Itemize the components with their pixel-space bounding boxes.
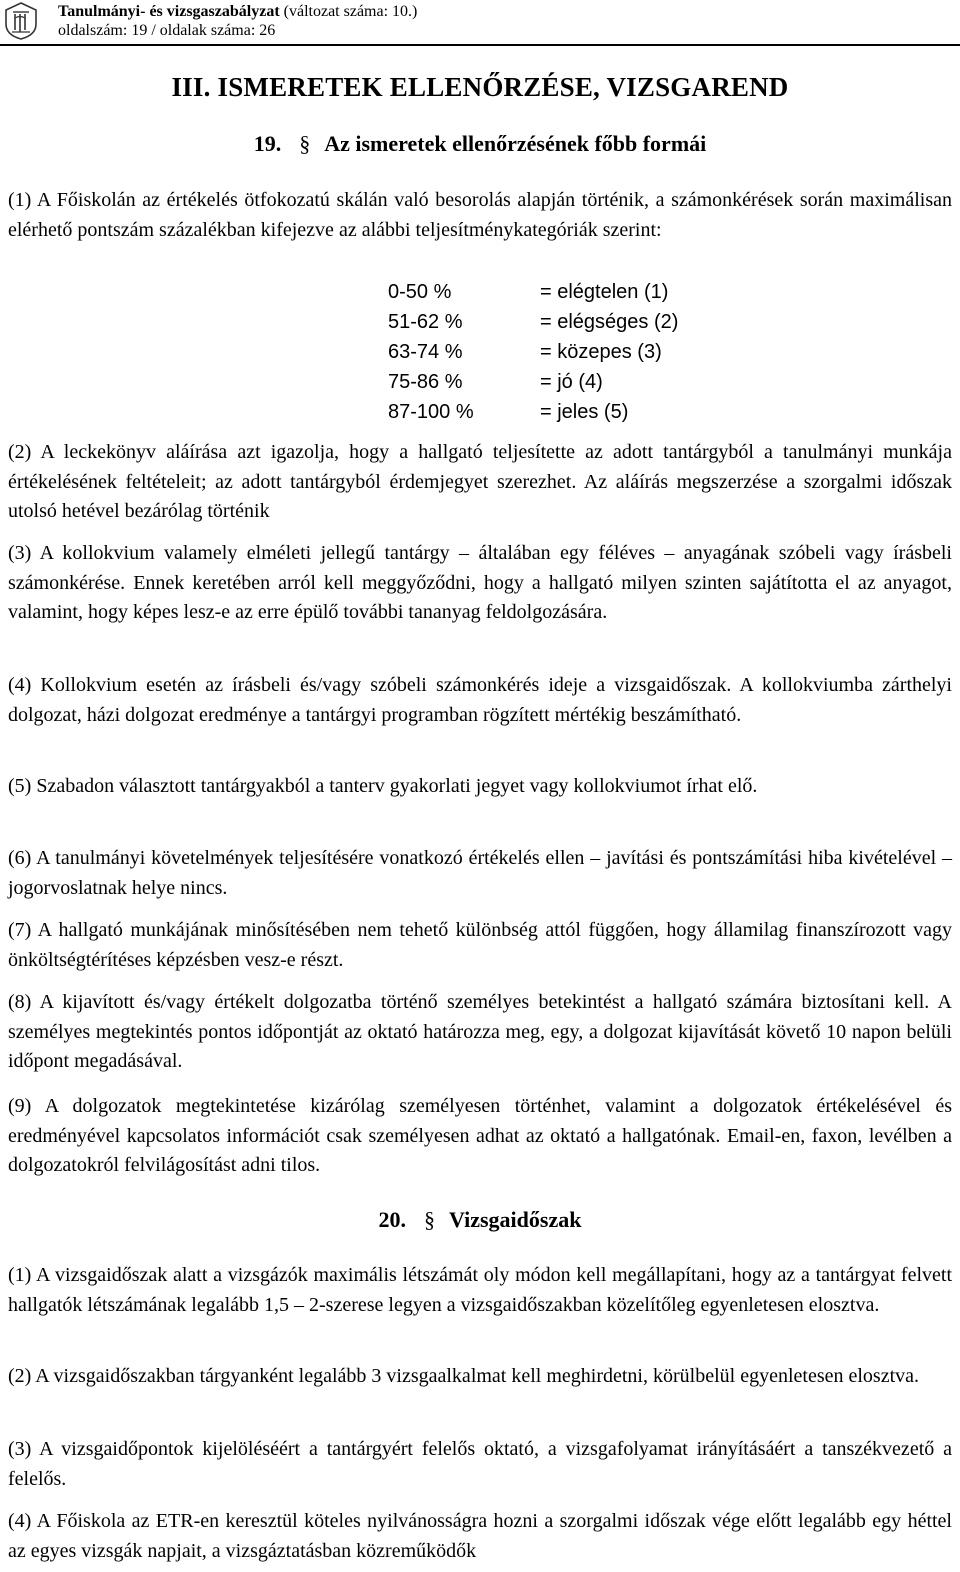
grade-row: 87-100 % = jeles (5) <box>388 401 629 423</box>
page-counter: oldalszám: 19 / oldalak száma: 26 <box>58 22 276 39</box>
section-19-paragraph-1: (1) A Főiskolán az értékelés ötfokozatú skálán való besorolás alapján történik, a számonkérések során maximálisan elérhető pontszám százalékban kifejezve az alábbi teljesítménykategóriák szerint: <box>8 189 952 241</box>
section-20-heading: 20. § Vizsgaidőszak <box>378 1207 582 1232</box>
section-sign: § <box>299 131 311 156</box>
section-19-paragraph-5: (5) Szabadon választott tantárgyakból a tanterv gyakorlati jegyet vagy kollokviumot írhat elő. <box>8 775 758 797</box>
institution-logo-icon <box>4 2 38 40</box>
section-19-paragraph-3: (3) A kollokvium valamely elméleti jellegű tantárgy – általában egy féléves – anyagának szóbeli vagy írásbeli számonkérése. Ennek keretében arról kell meggyőződni, hogy a hallgató milyen szinten sajátította el az anyagot, valamint, hogy képes lesz-e az erre épülő további tananyag feldolgozására. <box>8 542 952 624</box>
section-sign: § <box>424 1207 436 1232</box>
chapter-title: III. ISMERETEK ELLENŐRZÉSE, VIZSGAREND <box>171 72 789 102</box>
section-19-paragraph-6: (6) A tanulmányi követelmények teljesítésére vonatkozó értékelés ellen – javítási és pontszámítási hiba kivételével – jogorvoslatnak helye nincs. <box>8 847 952 899</box>
section-20-paragraph-1: (1) A vizsgaidőszak alatt a vizsgázók maximális létszámát oly módon kell megállapítani, hogy az a tantárgyat felvett hallgatók létszámának legalább 1,5 – 2-szerese legyen a vizsgaidőszakban közelítőleg egyenletesen elosztva. <box>8 1264 952 1316</box>
section-19-paragraph-7: (7) A hallgató munkájának minősítésében nem tehető különbség attól függően, hogy államilag finanszírozott vagy önköltségtérítéses képzésben vesz-e részt. <box>8 919 952 971</box>
grade-row: 0-50 % = elégtelen (1) <box>388 281 669 303</box>
section-19-paragraph-2: (2) A leckekönyv aláírása azt igazolja, hogy a hallgató teljesítette az adott tantárgyból a tanulmányi munkája értékelésének feltételeit; az adott tantárgyból érdemjegyet szerezhet. Az aláírás megszerzése a szorgalmi időszak utolsó hetével bezárólag történik <box>8 441 952 523</box>
grade-row: 51-62 % = elégséges (2) <box>388 311 679 333</box>
document-title: Tanulmányi- és vizsgaszabályzat (változat száma: 10.) <box>58 3 418 20</box>
section-20-paragraph-2: (2) A vizsgaidőszakban tárgyanként legalább 3 vizsgaalkalmat kell meghirdetni, körülbelül egyenletesen elosztva. <box>8 1365 920 1387</box>
section-19-paragraph-9: (9) A dolgozatok megtekintetése kizárólag személyesen történhet, valamint a dolgozatok értékelésével és eredményével kapcsolatos információt csak személyesen adhat az oktató a hallgatónak. Email-en, faxon, levélben a dolgozatokról felvilágosítást adni tilos. <box>8 1095 952 1177</box>
grade-row: 63-74 % = közepes (3) <box>388 341 662 363</box>
section-19-paragraph-4: (4) Kollokvium esetén az írásbeli és/vagy szóbeli számonkérés ideje a vizsgaidőszak. A kollokviumba zárthelyi dolgozat, házi dolgozat eredménye a tantárgyi programban rögzített mértékig beszámítható. <box>8 674 952 726</box>
section-19-paragraph-8: (8) A kijavított és/vagy értékelt dolgozatba történő személyes betekintést a hallgató számára biztosítani kell. A személyes megtekintés pontos időpontját az oktató határozza meg, egy, a dolgozat kijavítását követő 10 napon belüli időpont megadásával. <box>8 991 952 1073</box>
section-19-heading: 19. § Az ismeretek ellenőrzésének főbb formái <box>253 131 707 156</box>
page-header <box>0 0 960 46</box>
grading-table <box>388 277 678 427</box>
section-20-paragraph-3: (3) A vizsgaidőpontok kijelöléséért a tantárgyért felelős oktató, a vizsgafolyamat irányításáért a tanszékvezető a felelős. <box>8 1438 952 1490</box>
section-20-paragraph-4: (4) A Főiskola az ETR-en keresztül köteles nyilvánosságra hozni a szorgalmi időszak vége előtt legalább egy héttel az egyes vizsgák napjait, a vizsgáztatásban közreműködők <box>8 1510 952 1562</box>
grade-row: 75-86 % = jó (4) <box>388 371 603 393</box>
